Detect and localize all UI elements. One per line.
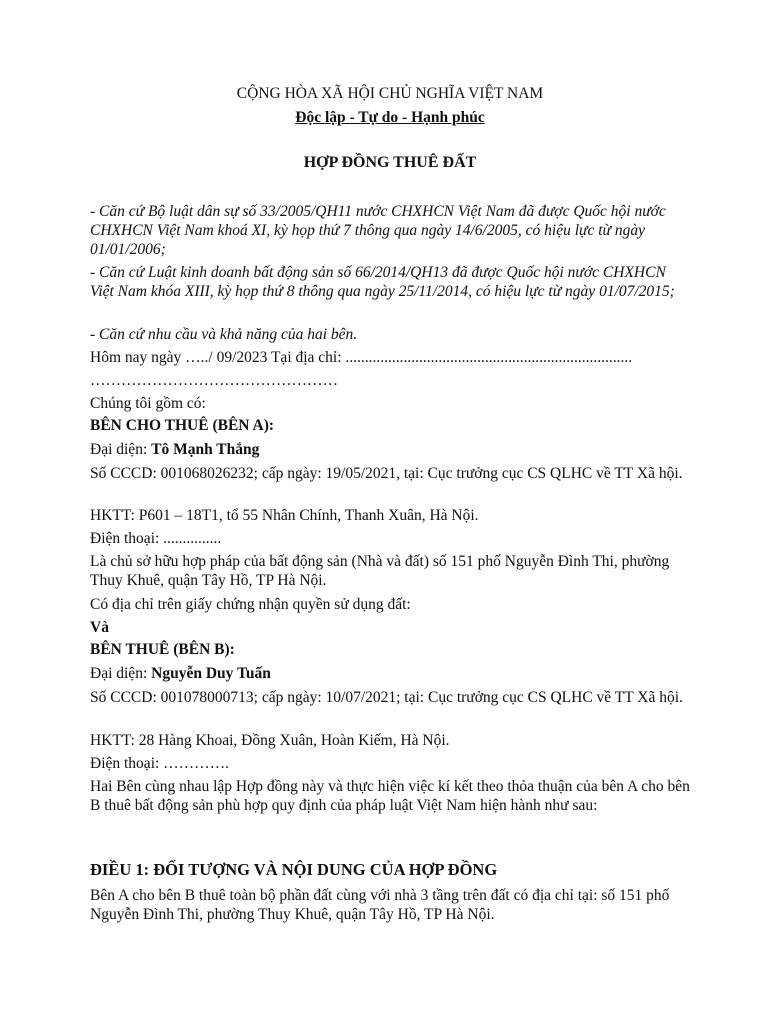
article-1-body: Bên A cho bên B thuê toàn bộ phần đất cùng với nhà 3 tầng trên đất có địa chỉ tại: số 151 phố Nguyễn Đình Thi, phường Thuy Khuê, quận Tây Hồ, TP Hà Nội. [90, 887, 670, 923]
date-line: Hôm nay ngày …../ 09/2023 Tại địa chỉ: .......................................................................... [90, 349, 633, 366]
party-a-address: HKTT: P601 – 18T1, tổ 55 Nhân Chính, Thanh Xuân, Hà Nội. [90, 507, 479, 524]
agreement-intro: Hai Bên cùng nhau lập Hợp đồng này và thực hiện việc kí kết theo thỏa thuận của bên A cho bên B thuê bất động sản phù hợp quy định của pháp luật Việt Nam hiện hành như sau: [90, 778, 690, 814]
party-b-rep-label: Đại diện: [90, 665, 152, 682]
motto: Độc lập - Tự do - Hạnh phúc [295, 109, 485, 126]
party-b-rep-name: Nguyễn Duy Tuấn [151, 665, 271, 682]
party-a-ownership: Là chủ sở hữu hợp pháp của bất động sản (Nhà và đất) số 151 phố Nguyễn Đình Thi, phường Thuy Khuê, quận Tây Hồ, TP Hà Nội. [90, 553, 670, 589]
party-b-representative [90, 664, 690, 683]
party-a-rep-name: Tô Mạnh Thắng [151, 441, 260, 458]
party-b-heading: BÊN THUÊ (BÊN B): [90, 641, 235, 658]
party-a-phone: Điện thoại: ............... [90, 530, 222, 547]
party-a-heading: BÊN CHO THUÊ (BÊN A): [90, 417, 275, 434]
legal-basis-1: - Căn cứ Bộ luật dân sự số 33/2005/QH11 nước CHXHCN Việt Nam đã được Quốc hội nước CHXHCN Việt Nam khoá XI, kỳ họp thứ 7 thông qua ngày 14/6/2005, có hiệu lực từ ngày 01/01/2006; [90, 203, 666, 258]
party-a-rep-label: Đại diện: [90, 441, 152, 458]
legal-basis-3: - Căn cứ nhu cầu và khả năng của hai bên. [90, 326, 358, 343]
nation-header: CỘNG HÒA XÃ HỘI CHỦ NGHĨA VIỆT NAM [236, 85, 544, 102]
party-b-address: HKTT: 28 Hàng Khoai, Đồng Xuân, Hoàn Kiếm, Hà Nội. [90, 732, 450, 749]
party-a-cert-address: Có địa chỉ trên giấy chứng nhận quyền sử dụng đất: [90, 596, 411, 613]
and-word: Và [90, 619, 109, 636]
document-title: HỢP ĐỒNG THUÊ ĐẤT [303, 154, 477, 171]
party-a-representative [90, 440, 690, 459]
legal-basis-2: - Căn cứ Luật kinh doanh bất động sản số 66/2014/QH13 đã được Quốc hội nước CHXHCN Việt Nam khóa XIII, kỳ họp thứ 8 thông qua ngày 25/11/2014, có hiệu lực từ ngày 01/07/2015; [90, 264, 675, 300]
party-a-id-line: Số CCCD: 001068026232; cấp ngày: 19/05/2021, tại: Cục trưởng cục CS QLHC về TT Xã hội. [90, 465, 683, 482]
we-include: Chúng tôi gồm có: [90, 395, 206, 412]
date-line-continued: ………………………………………… [90, 372, 338, 389]
article-1-heading: ĐIỀU 1: ĐỐI TƯỢNG VÀ NỘI DUNG CỦA HỢP ĐỒNG [90, 860, 498, 879]
party-b-phone: Điện thoại: …………. [90, 755, 230, 772]
party-b-id-line: Số CCCD: 001078000713; cấp ngày: 10/07/2021; tại: Cục trưởng cục CS QLHC về TT Xã hội. [90, 689, 683, 706]
